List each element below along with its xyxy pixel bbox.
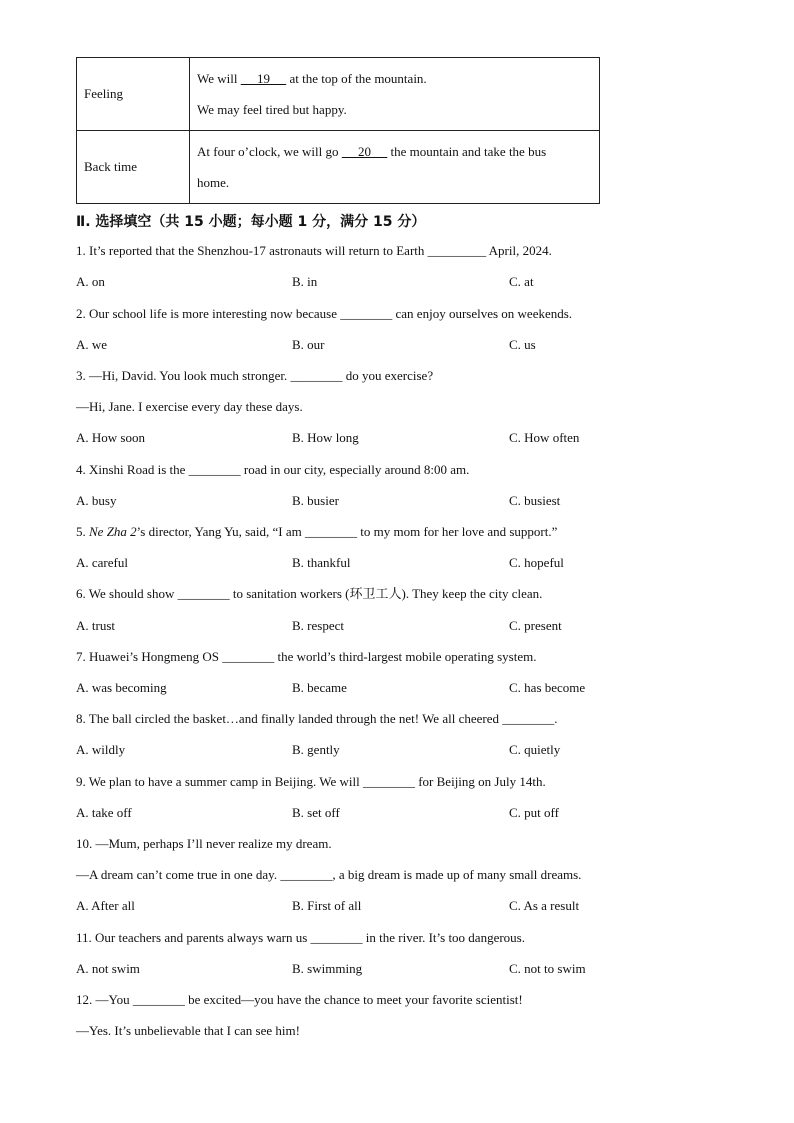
option-a[interactable]: A. wildly (76, 742, 126, 757)
option-b[interactable]: B. thankful (292, 555, 351, 570)
option-c[interactable]: C. How often (509, 430, 580, 445)
option-b[interactable]: B. respect (292, 618, 344, 633)
question-stem: 2. Our school life is more interesting now because ________ can enjoy ourselves on weekends. (76, 306, 573, 321)
option-c[interactable]: C. busiest (509, 493, 561, 508)
question-stem: 10. —Mum, perhaps I’ll never realize my dream. (76, 836, 332, 851)
question-stem: 8. The ball circled the basket…and finally landed through the net! We all cheered ________. (76, 711, 558, 726)
question-stem: 11. Our teachers and parents always warn us ________ in the river. It’s too dangerous. (76, 930, 525, 945)
row-label: Feeling (77, 58, 190, 131)
question-number: 5. (76, 524, 86, 539)
question-stem: 7. Huawei’s Hongmeng OS ________ the world’s third-largest mobile operating system. (76, 649, 537, 664)
option-b[interactable]: B. swimming (292, 961, 363, 976)
row-content (190, 58, 600, 131)
content-line (197, 63, 599, 94)
line-text: at the top of the mountain. (286, 71, 427, 86)
option-a[interactable]: A. was becoming (76, 680, 167, 695)
question-stem (76, 523, 557, 541)
option-c[interactable]: C. quietly (509, 742, 561, 757)
line-text: At four o’clock, we will go (197, 144, 342, 159)
question-stem: 6. We should show ________ to sanitation workers (环卫工人). They keep the city clean. (76, 586, 543, 601)
option-a[interactable]: A. After all (76, 898, 135, 913)
option-b[interactable]: B. gently (292, 742, 340, 757)
table-row (77, 58, 600, 131)
option-a[interactable]: A. on (76, 274, 105, 289)
answer-blank (342, 136, 388, 167)
question-text: ’s director, Yang Yu, said, “I am ________ to my mom for her love and support.” (136, 524, 558, 539)
option-b[interactable]: B. busier (292, 493, 339, 508)
section-heading: Ⅱ. 选择填空（共 15 小题；每小题 1 分，满分 15 分） (76, 214, 426, 230)
option-c[interactable]: C. put off (509, 805, 559, 820)
table-row (77, 131, 600, 204)
option-a[interactable]: A. trust (76, 618, 115, 633)
content-line: We may feel tired but happy. (197, 102, 347, 117)
blank-number: 19 (256, 71, 270, 86)
content-line (197, 136, 599, 167)
question-stem: 12. —You ________ be excited—you have the chance to meet your favorite scientist! (76, 992, 523, 1007)
option-a[interactable]: A. careful (76, 555, 128, 570)
option-c[interactable]: C. not to swim (509, 961, 586, 976)
row-label: Back time (77, 131, 190, 204)
answer-blank (241, 63, 287, 94)
question-stem: 3. —Hi, David. You look much stronger. ________ do you exercise? (76, 368, 434, 383)
option-b[interactable]: B. First of all (292, 898, 362, 913)
question-stem: 1. It’s reported that the Shenzhou-17 astronauts will return to Earth _________ April, 2024. (76, 243, 552, 258)
option-b[interactable]: B. our (292, 337, 325, 352)
option-c[interactable]: C. at (509, 274, 534, 289)
option-b[interactable]: B. became (292, 680, 347, 695)
option-b[interactable]: B. set off (292, 805, 340, 820)
option-a[interactable]: A. we (76, 337, 108, 352)
question-stem: 9. We plan to have a summer camp in Beijing. We will ________ for Beijing on July 14th. (76, 774, 546, 789)
row-content (190, 131, 600, 204)
question-stem: 4. Xinshi Road is the ________ road in our city, especially around 8:00 am. (76, 462, 470, 477)
option-b[interactable]: B. in (292, 274, 318, 289)
blank-number: 20 (358, 144, 372, 159)
option-c[interactable]: C. present (509, 618, 562, 633)
line-text: We will (197, 71, 241, 86)
question-stem-line: —Yes. It’s unbelievable that I can see him! (76, 1023, 300, 1038)
film-title: Ne Zha 2 (89, 524, 137, 539)
question-stem-line: —Hi, Jane. I exercise every day these days. (76, 399, 303, 414)
option-c[interactable]: C. us (509, 337, 536, 352)
option-b[interactable]: B. How long (292, 430, 359, 445)
line-text: the mountain and take the bus (387, 144, 547, 159)
option-a[interactable]: A. How soon (76, 430, 145, 445)
option-c[interactable]: C. As a result (509, 898, 580, 913)
trip-info-table (76, 57, 600, 204)
option-c[interactable]: C. hopeful (509, 555, 564, 570)
option-a[interactable]: A. not swim (76, 961, 140, 976)
option-c[interactable]: C. has become (509, 680, 586, 695)
option-a[interactable]: A. take off (76, 805, 132, 820)
content-line: home. (197, 175, 230, 190)
question-stem-line: —A dream can’t come true in one day. ________, a big dream is made up of many small dreams. (76, 867, 582, 882)
option-a[interactable]: A. busy (76, 493, 117, 508)
